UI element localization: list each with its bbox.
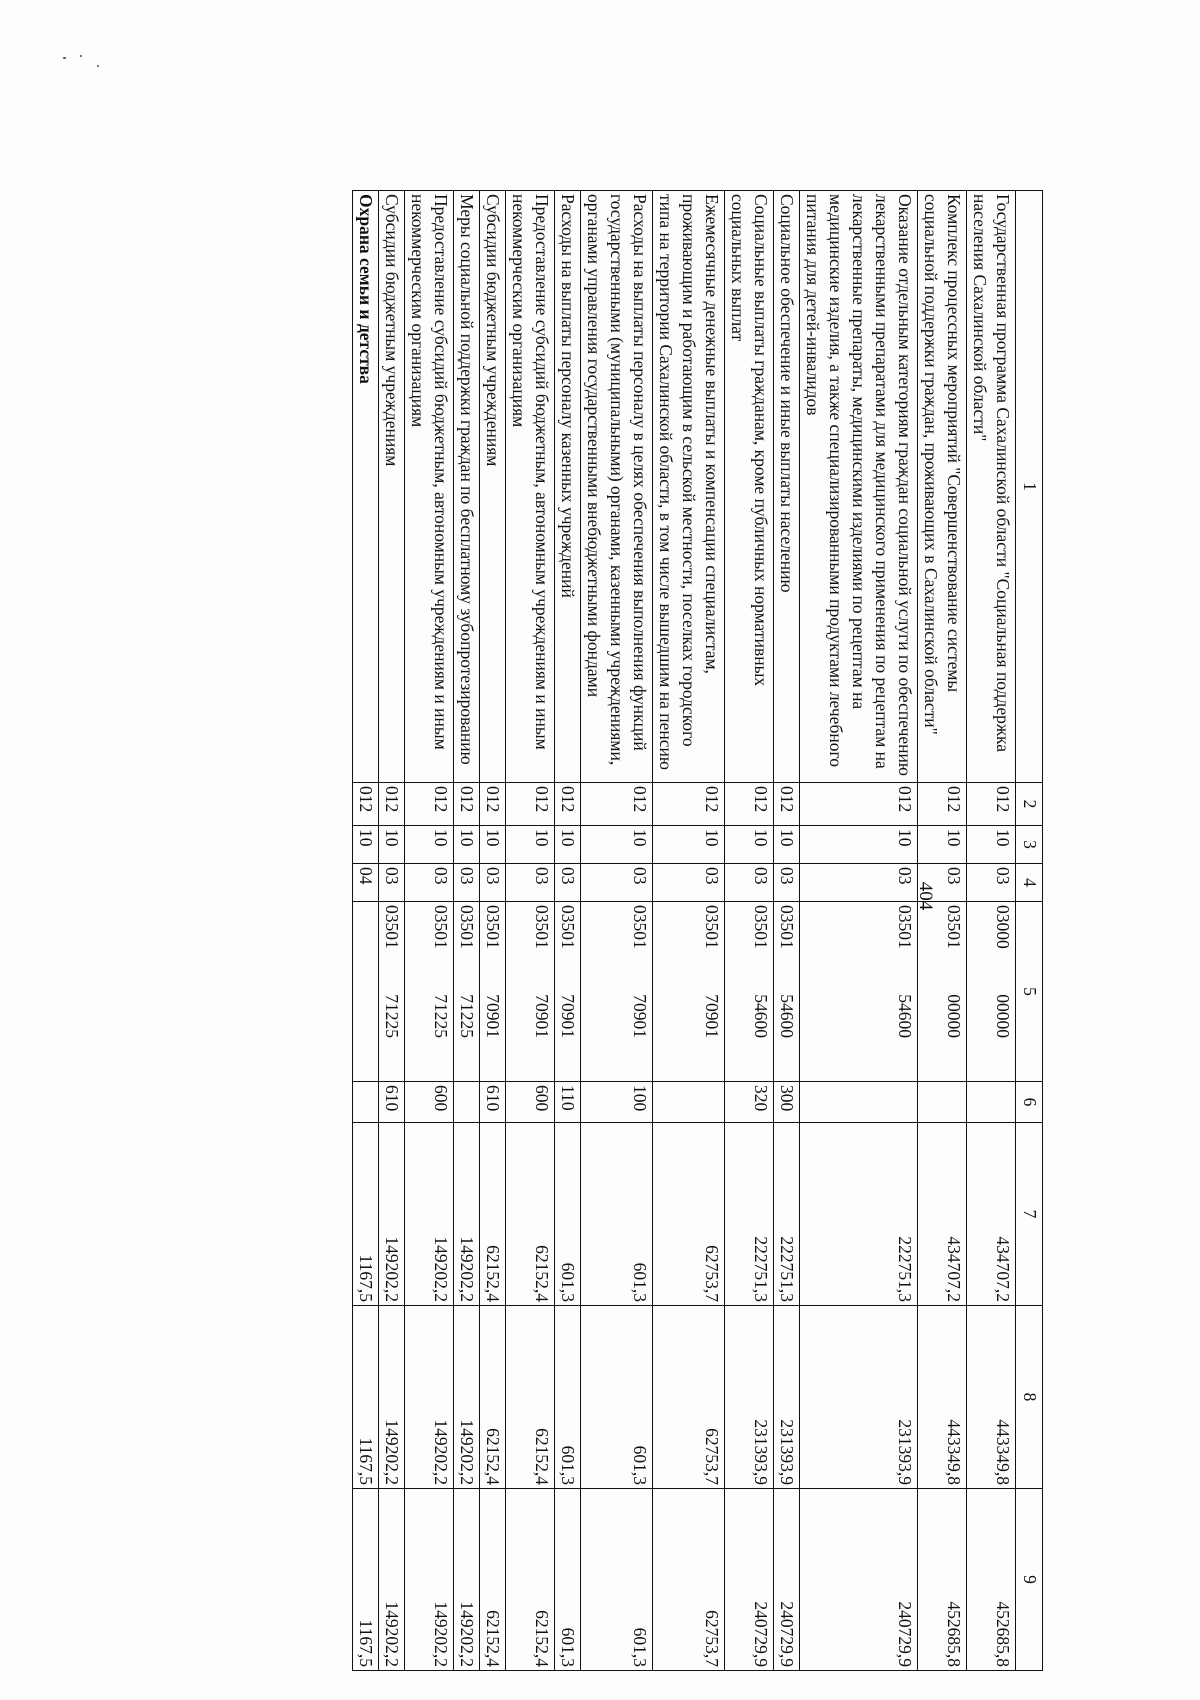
amount-year-3: 62152,4 [506, 1489, 555, 1671]
amount-year-1: 149202,2 [379, 1123, 405, 1306]
expense-type-code [800, 1082, 918, 1123]
target-article-direction: 00000 [944, 994, 964, 1038]
ministry-code: 012 [653, 783, 725, 826]
scan-speck [80, 55, 82, 57]
section-code: 10 [967, 826, 1016, 864]
target-article-parts [942, 905, 965, 1078]
section-code: 10 [353, 826, 379, 864]
amount-year-2: 149202,2 [379, 1306, 405, 1489]
amount-year-2: 231393,9 [800, 1306, 918, 1489]
expense-type-code [454, 1082, 480, 1123]
col-header: 9 [1016, 1489, 1043, 1671]
amount-year-2: 231393,9 [774, 1306, 800, 1489]
amount-year-3: 1167,5 [353, 1489, 379, 1671]
scan-speck [97, 65, 99, 67]
target-article-code [800, 902, 918, 1082]
subsection-code: 03 [918, 864, 967, 902]
subsection-code: 03 [454, 864, 480, 902]
target-article-program: 03501 [532, 905, 552, 949]
subsection-code: 03 [581, 864, 653, 902]
target-article-parts [530, 905, 553, 1078]
table-row [653, 191, 725, 1671]
row-name: Ежемесячные денежные выплаты и компенсации специалистам, проживающим и работающим в сельской местности, поселках городского типа на территории Сахалинской области, в том числе вышедшим на пенсию [653, 191, 725, 783]
table-row [454, 191, 480, 1671]
table-row [967, 191, 1016, 1671]
target-article-parts [628, 905, 651, 1078]
row-name: Предоставление субсидий бюджетным, автономным учреждениям и иным некоммерческим организациям [405, 191, 454, 783]
target-article-program: 03501 [777, 905, 797, 949]
subsection-code: 04 [353, 864, 379, 902]
amount-year-3: 149202,2 [454, 1489, 480, 1671]
expense-type-code: 100 [581, 1082, 653, 1123]
target-article-program: 03501 [895, 905, 915, 949]
ministry-code: 012 [774, 783, 800, 826]
target-article-direction: 70901 [532, 994, 552, 1038]
section-code: 10 [379, 826, 405, 864]
target-article-program: 03501 [558, 905, 578, 949]
amount-year-1: 222751,3 [774, 1123, 800, 1306]
amount-year-1: 62753,7 [653, 1123, 725, 1306]
section-code: 10 [480, 826, 506, 864]
target-article-program: 03000 [993, 905, 1013, 949]
target-article-code [506, 902, 555, 1082]
amount-year-3: 452685,8 [918, 1489, 967, 1671]
amount-year-1: 1167,5 [353, 1123, 379, 1306]
expense-type-code: 300 [774, 1082, 800, 1123]
amount-year-3: 601,3 [555, 1489, 581, 1671]
amount-year-1: 222751,3 [725, 1123, 774, 1306]
amount-year-3: 149202,2 [379, 1489, 405, 1671]
target-article-code [581, 902, 653, 1082]
target-article-code [653, 902, 725, 1082]
subsection-code: 03 [967, 864, 1016, 902]
target-article-parts [429, 905, 452, 1078]
target-article-program: 03501 [751, 905, 771, 949]
row-name: Охрана семьи и детства [353, 191, 379, 783]
target-article-direction: 71225 [457, 994, 477, 1038]
col-header: 6 [1016, 1082, 1043, 1123]
expense-type-code [353, 1082, 379, 1123]
target-article-direction: 70901 [702, 994, 722, 1038]
col-header: 1 [1016, 191, 1043, 783]
expense-type-code [918, 1082, 967, 1123]
section-code: 10 [918, 826, 967, 864]
amount-year-2: 62753,7 [653, 1306, 725, 1489]
target-article-program: 03501 [630, 905, 650, 949]
target-article-code [405, 902, 454, 1082]
table-row [581, 191, 653, 1671]
target-article-program: 03501 [457, 905, 477, 949]
target-article-direction: 70901 [558, 994, 578, 1038]
amount-year-2: 601,3 [555, 1306, 581, 1489]
row-name: Расходы на выплаты персоналу казенных учреждений [555, 191, 581, 783]
row-name: Расходы на выплаты персоналу в целях обеспечения выполнения функций государственными (муниципальными) органами, казенными учреждениями, органами управления государственными внебюджетными фондами [581, 191, 653, 783]
table-row [480, 191, 506, 1671]
section-code: 10 [555, 826, 581, 864]
amount-year-1: 62152,4 [480, 1123, 506, 1306]
scan-speck [63, 57, 66, 59]
amount-year-3: 452685,8 [967, 1489, 1016, 1671]
expense-type-code [653, 1082, 725, 1123]
ministry-code: 012 [454, 783, 480, 826]
amount-year-3: 62753,7 [653, 1489, 725, 1671]
amount-year-2: 601,3 [581, 1306, 653, 1489]
target-article-parts [893, 905, 916, 1078]
target-article-parts [380, 905, 403, 1078]
amount-year-1: 222751,3 [800, 1123, 918, 1306]
amount-year-2: 149202,2 [405, 1306, 454, 1489]
header-row [1016, 191, 1043, 1671]
ministry-code: 012 [480, 783, 506, 826]
table-row [353, 191, 379, 1671]
target-article-code [967, 902, 1016, 1082]
row-name: Социальные выплаты гражданам, кроме публичных нормативных социальных выплат [725, 191, 774, 783]
amount-year-1: 434707,2 [967, 1123, 1016, 1306]
subsection-code: 03 [555, 864, 581, 902]
target-article-parts [991, 905, 1014, 1078]
row-name: Государственная программа Сахалинской области "Социальная поддержка населения Сахалинской области" [967, 191, 1016, 783]
ministry-code: 012 [800, 783, 918, 826]
target-article-parts [700, 905, 723, 1078]
subsection-code: 03 [774, 864, 800, 902]
subsection-code: 03 [379, 864, 405, 902]
expense-type-code [967, 1082, 1016, 1123]
target-article-parts [749, 905, 772, 1078]
target-article-parts [455, 905, 478, 1078]
ministry-code: 012 [379, 783, 405, 826]
amount-year-2: 231393,9 [725, 1306, 774, 1489]
expense-type-code: 610 [480, 1082, 506, 1123]
target-article-program: 03501 [382, 905, 402, 949]
amount-year-2: 149202,2 [454, 1306, 480, 1489]
page-number: 404 [915, 881, 936, 911]
col-header: 5 [1016, 902, 1043, 1082]
expense-type-code: 600 [506, 1082, 555, 1123]
section-code: 10 [506, 826, 555, 864]
col-header: 8 [1016, 1306, 1043, 1489]
table-row [379, 191, 405, 1671]
subsection-code: 03 [653, 864, 725, 902]
target-article-code [353, 902, 379, 1082]
section-code: 10 [800, 826, 918, 864]
table-row [918, 191, 967, 1671]
target-article-direction: 54600 [777, 994, 797, 1038]
target-article-direction: 71225 [431, 994, 451, 1038]
section-code: 10 [774, 826, 800, 864]
amount-year-1: 149202,2 [405, 1123, 454, 1306]
target-article-direction: 70901 [630, 994, 650, 1038]
subsection-code: 03 [506, 864, 555, 902]
amount-year-3: 601,3 [581, 1489, 653, 1671]
col-header: 2 [1016, 783, 1043, 826]
section-code: 10 [454, 826, 480, 864]
target-article-code [379, 902, 405, 1082]
table-row [725, 191, 774, 1671]
amount-year-2: 62152,4 [506, 1306, 555, 1489]
target-article-program: 03501 [431, 905, 451, 949]
target-article-direction: 54600 [895, 994, 915, 1038]
amount-year-2: 62152,4 [480, 1306, 506, 1489]
ministry-code: 012 [967, 783, 1016, 826]
table-row [506, 191, 555, 1671]
ministry-code: 012 [555, 783, 581, 826]
target-article-parts [556, 905, 579, 1078]
subsection-code: 03 [480, 864, 506, 902]
expense-type-code: 600 [405, 1082, 454, 1123]
ministry-code: 012 [725, 783, 774, 826]
amount-year-2: 443349,8 [967, 1306, 1016, 1489]
amount-year-3: 240729,9 [725, 1489, 774, 1671]
amount-year-3: 240729,9 [774, 1489, 800, 1671]
row-name: Меры социальной поддержки граждан по бесплатному зубопротезированию [454, 191, 480, 783]
target-article-program: 03501 [702, 905, 722, 949]
section-code: 10 [581, 826, 653, 864]
row-name: Социальное обеспечение и иные выплаты населению [774, 191, 800, 783]
amount-year-3: 240729,9 [800, 1489, 918, 1671]
amount-year-1: 62152,4 [506, 1123, 555, 1306]
amount-year-1: 149202,2 [454, 1123, 480, 1306]
target-article-direction: 54600 [751, 994, 771, 1038]
section-code: 10 [405, 826, 454, 864]
ministry-code: 012 [581, 783, 653, 826]
table-row [774, 191, 800, 1671]
col-header: 7 [1016, 1123, 1043, 1306]
row-name: Субсидии бюджетным учреждениям [480, 191, 506, 783]
budget-table-rotated [108, 190, 1043, 1670]
amount-year-2: 1167,5 [353, 1306, 379, 1489]
section-code: 10 [725, 826, 774, 864]
target-article-program: 03501 [944, 905, 964, 949]
amount-year-1: 601,3 [581, 1123, 653, 1306]
target-article-code [918, 902, 967, 1082]
target-article-parts [775, 905, 798, 1078]
target-article-code [774, 902, 800, 1082]
expense-type-code: 110 [555, 1082, 581, 1123]
target-article-parts [481, 905, 504, 1078]
amount-year-1: 434707,2 [918, 1123, 967, 1306]
subsection-code: 03 [405, 864, 454, 902]
target-article-program: 03501 [483, 905, 503, 949]
row-name: Оказание отдельным категориям граждан социальной услуги по обеспечению лекарственными препаратами для медицинского применения по рецептам на лекарственные препараты, медицинскими изделиями по рецептам на медицинские изделия, а также специализированными продуктами лечебного питания для детей-инвалидов [800, 191, 918, 783]
amount-year-2: 443349,8 [918, 1306, 967, 1489]
target-article-direction: 70901 [483, 994, 503, 1038]
budget-table [352, 190, 1043, 1671]
table-row [405, 191, 454, 1671]
subsection-code: 03 [725, 864, 774, 902]
row-name: Предоставление субсидий бюджетным, автономным учреждениям и иным некоммерческим организациям [506, 191, 555, 783]
col-header: 3 [1016, 826, 1043, 864]
ministry-code: 012 [918, 783, 967, 826]
ministry-code: 012 [405, 783, 454, 826]
amount-year-3: 149202,2 [405, 1489, 454, 1671]
ministry-code: 012 [506, 783, 555, 826]
target-article-code [480, 902, 506, 1082]
table-row [800, 191, 918, 1671]
target-article-code [454, 902, 480, 1082]
amount-year-1: 601,3 [555, 1123, 581, 1306]
amount-year-3: 62152,4 [480, 1489, 506, 1671]
row-name: Субсидии бюджетным учреждениям [379, 191, 405, 783]
row-name: Комплекс процессных мероприятий "Совершенствование системы социальной поддержки граждан, проживающих в Сахалинской области" [918, 191, 967, 783]
col-header: 4 [1016, 864, 1043, 902]
target-article-direction: 00000 [993, 994, 1013, 1038]
table-row [555, 191, 581, 1671]
ministry-code: 012 [353, 783, 379, 826]
expense-type-code: 320 [725, 1082, 774, 1123]
subsection-code: 03 [800, 864, 918, 902]
section-code: 10 [653, 826, 725, 864]
expense-type-code: 610 [379, 1082, 405, 1123]
target-article-direction: 71225 [382, 994, 402, 1038]
target-article-code [555, 902, 581, 1082]
target-article-code [725, 902, 774, 1082]
